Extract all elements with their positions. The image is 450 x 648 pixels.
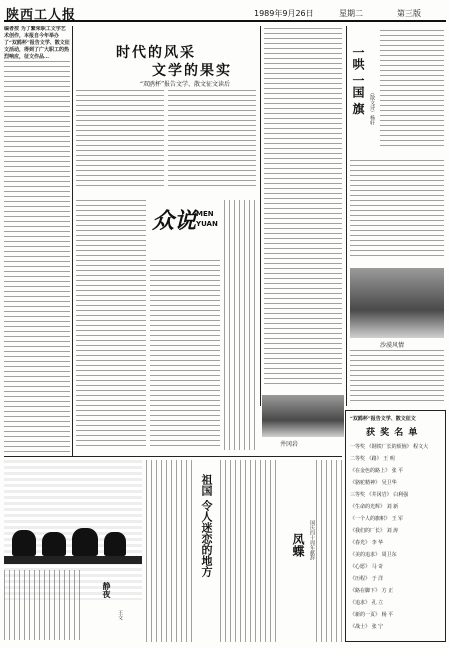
camel-figure [12,530,36,556]
camel-figure [72,528,98,556]
feature-body-col-2 [168,90,256,190]
award-box-title: “双鸥杯”报告文学、散文征文 [350,416,416,422]
award-row: 《路在脚下》 方 正 [350,588,394,594]
right-column-body [350,160,444,260]
feature-body-col-1 [76,90,164,190]
feature-body-col-3 [76,200,146,450]
award-row: 《生命的光辉》 刘 新 [350,504,399,510]
center-right-text [264,28,342,388]
zhongshuo-logo [152,200,222,250]
logo-zh: 众说 [152,208,197,234]
award-box-subtitle: 获 奖 名 单 [366,428,419,438]
award-list-box [345,410,446,642]
award-row: 《战士》 张 宁 [350,624,384,630]
photo-desert [350,268,444,338]
award-row: 《在金色的路上》 张 平 [350,468,404,474]
right-feature-author: （散文诗）杨轩 [369,90,375,125]
award-row: 《美的追求》 周卫东 [350,552,397,558]
fengdie-headline: 凤蝶 [291,533,305,557]
masthead-weekday: 星期二 [339,9,363,18]
photo-caption-lower: 沙漠风情 [380,342,405,349]
award-list [350,441,443,633]
award-row: 《我们的厂长》 刘 涛 [350,528,399,534]
award-row: 《追求》 孔 立 [350,600,384,606]
award-row: 《历程》 于 洋 [350,576,384,582]
right-column-lower-text [350,350,444,405]
photo-jinggang [262,395,344,437]
column-divider [72,26,73,456]
camel-figure [104,532,126,556]
right-feature-headline: 一哄 一国 旗 [351,45,365,115]
zuguo-headline: 祖国 令人迷恋的地方 [200,473,213,577]
feature-subhead: “双鸥杯”报告文学、散文征文读后 [139,81,231,88]
bottom-middle-text [146,460,196,642]
feature-body-col-4 [150,260,220,450]
column-divider [346,26,347,406]
left-column-body [4,61,70,456]
poem-title-jingye: 静夜 [102,582,112,598]
desert-ground [4,556,142,564]
masthead-date: 1989年9月26日 [254,9,314,18]
award-row: 《心愿》 马 奇 [350,564,384,570]
photo-caption-upper: 井冈岩 [280,441,299,448]
fengdie-subtitle: 国庆四十周年献辞 [309,520,315,560]
column-divider [260,26,261,406]
bottom-middle-text-2 [220,460,280,642]
middle-vertical-text [224,200,258,450]
masthead-title: 陕西工人报 [6,8,77,23]
award-row: 一等奖 《钢铁厂长的烦恼》 程文大 [350,444,429,450]
poem-author-jingye: 王文 [117,610,123,620]
left-column-lead: 编者按 为了繁荣职工文学艺术创作，本报自今年举办了“双鸥杯”报告文学、散文征文活动，得到了广大职工的热烈响应，征文作品… [4,26,70,60]
logo-pinyin-1: MEN [196,210,214,218]
right-column-poem [380,30,444,150]
horizontal-rule [4,456,342,457]
award-row: 《一个人的旗帜》 王 军 [350,516,404,522]
award-row: 《春光》 李 华 [350,540,384,546]
left-column-text [4,26,70,456]
masthead-page: 第三版 [397,9,421,18]
feature-headline-1: 时代的风采 [116,45,196,61]
fengdie-text [316,460,342,642]
award-row: 《新的一页》 杨 平 [350,612,394,618]
award-row: 二等奖 《路》 王 明 [350,456,395,462]
camel-illustration [4,460,142,642]
poem-text [4,570,84,640]
camel-figure [42,532,66,556]
award-row: 三等奖 《井冈岩》 白利强 [350,492,409,498]
logo-pinyin-2: YUAN [196,220,218,228]
masthead [4,4,446,22]
award-row: 《骆驼精神》 吴卫华 [350,480,397,486]
feature-headline-2: 文学的果实 [152,63,232,79]
